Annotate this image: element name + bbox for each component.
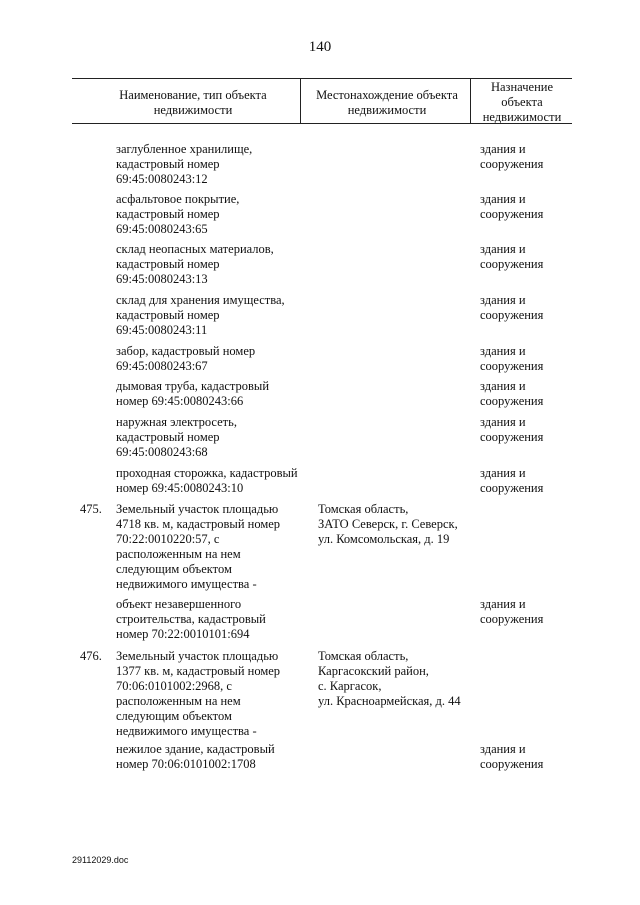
table-row-purpose: здания и сооружения	[480, 192, 544, 221]
table-row-purpose: здания и сооружения	[480, 415, 544, 444]
table-row-purpose: здания и сооружения	[480, 597, 544, 626]
table-row-name: склад для хранения имущества, кадастровый номер 69:45:0080243:11	[116, 293, 285, 337]
table-row-purpose: здания и сооружения	[480, 242, 544, 271]
table-header-bottom-border	[72, 123, 572, 124]
table-row-name: нежилое здание, кадастровый номер 70:06:0101002:1708	[116, 742, 275, 771]
table-row-purpose: здания и сооружения	[480, 293, 544, 322]
table-row-purpose: здания и сооружения	[480, 742, 544, 771]
header-location-text: Местонахождение объекта недвижимости	[316, 88, 458, 117]
table-row-name: забор, кадастровый номер 69:45:0080243:67	[116, 344, 256, 373]
header-name-text: Наименование, тип объекта недвижимости	[119, 88, 267, 117]
table-row-name: склад неопасных материалов, кадастровый номер 69:45:0080243:13	[116, 242, 274, 286]
table-row-purpose: здания и сооружения	[480, 466, 544, 495]
table-row-number: 475.	[80, 502, 102, 516]
table-row-purpose: здания и сооружения	[480, 379, 544, 408]
table-row-purpose: здания и сооружения	[480, 344, 544, 373]
table-row-location: Томская область, ЗАТО Северск, г. Северск, ул. Комсомольская, д. 19	[318, 502, 458, 546]
table-row-number: 476.	[80, 649, 102, 663]
header-location	[306, 88, 468, 118]
document-filename: 29112029.doc	[72, 855, 129, 865]
header-purpose-text: Назначение объекта недвижимости	[482, 80, 562, 124]
table-row-name: Земельный участок площадью 1377 кв. м, кадастровый номер 70:06:0101002:2968, с расположенным на нем следующим объектом недвижимого имущества -	[116, 649, 281, 738]
table-row-name: дымовая труба, кадастровый номер 69:45:0080243:66	[116, 379, 270, 408]
header-name	[100, 88, 286, 118]
header-purpose	[474, 80, 570, 125]
table-top-border	[72, 78, 572, 79]
table-row-name: проходная сторожка, кадастровый номер 69:45:0080243:10	[116, 466, 298, 495]
header-separator-1	[300, 78, 301, 123]
table-row-name: наружная электросеть, кадастровый номер 69:45:0080243:68	[116, 415, 237, 459]
table-row-name: Земельный участок площадью 4718 кв. м, кадастровый номер 70:22:0010220:57, с расположенным на нем следующим объектом недвижимого имущества -	[116, 502, 281, 591]
table-row-name: объект незавершенного строительства, кадастровый номер 70:22:0010101:694	[116, 597, 266, 641]
page-number: 140	[308, 39, 332, 55]
table-row-purpose: здания и сооружения	[480, 142, 544, 171]
table-row-name: асфальтовое покрытие, кадастровый номер 69:45:0080243:65	[116, 192, 240, 236]
header-separator-2	[470, 78, 471, 123]
table-row-name: заглубленное хранилище, кадастровый номер 69:45:0080243:12	[116, 142, 253, 186]
table-row-location: Томская область, Каргасокский район, с. Каргасок, ул. Красноармейская, д. 44	[318, 649, 461, 708]
